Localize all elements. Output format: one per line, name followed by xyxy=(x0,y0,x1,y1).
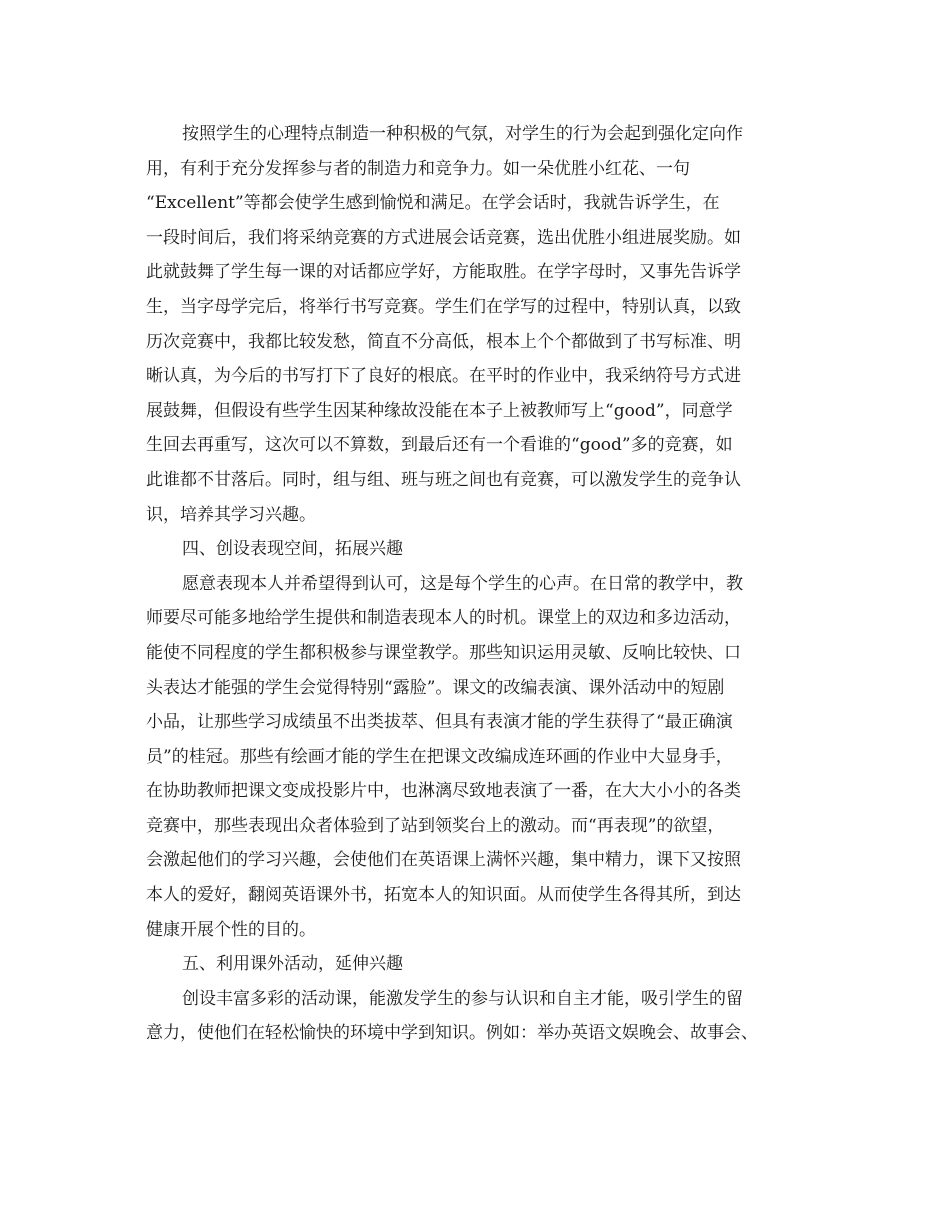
text-line: 识，培养其学习兴趣。 xyxy=(146,504,316,525)
text-line: 小品，让那些学习成绩虽不出类拔萃、但具有表演才能的学生获得了“最正确演 xyxy=(146,712,733,733)
text-line: 此就鼓舞了学生每一课的对话都应学好，方能取胜。在学字母时，又事先告诉学 xyxy=(146,262,741,283)
text-line: 按照学生的心理特点制造一种积极的气氛，对学生的行为会起到强化定向作 xyxy=(182,124,743,144)
text-line: 师要尽可能多地给学生提供和制造表现本人的时机。课堂上的双边和多边活动， xyxy=(146,608,741,629)
text-line: 愿意表现本人并希望得到认可，这是每个学生的心声。在日常的教学中，教 xyxy=(182,573,743,594)
text-line: 展鼓舞，但假设有些学生因某种缘故没能在本子上被教师写上“good”，同意学 xyxy=(146,400,733,421)
text-line: 竞赛中，那些表现出众者体验到了站到领奖台上的激动。而“再表现”的欲望， xyxy=(146,815,725,836)
text-line: 用，有利于充分发挥参与者的制造力和竞争力。如一朵优胜小红花、一句 xyxy=(146,158,690,179)
text-line: 意力，使他们在轻松愉快的环境中学到知识。例如：举办英语文娱晚会、故事会、 xyxy=(146,1023,758,1044)
text-line: “Excellent”等都会使学生感到愉悦和满足。在学会话时，我就告诉学生，在 xyxy=(146,193,720,214)
text-line: 头表达才能强的学生会觉得特别“露脸”。课文的改编表演、课外活动中的短剧 xyxy=(146,677,725,698)
text-line: 生，当字母学完后，将举行书写竞赛。学生们在学写的过程中，特别认真，以致 xyxy=(146,296,741,317)
text-line: 一段时间后，我们将采纳竞赛的方式进展会话竞赛，选出优胜小组进展奖励。如 xyxy=(146,227,741,248)
text-line: 五、利用课外活动，延伸兴趣 xyxy=(182,954,403,975)
text-line: 晰认真，为今后的书写打下了良好的根底。在平时的作业中，我采纳符号方式进 xyxy=(146,366,741,387)
text-line: 会激起他们的学习兴趣，会使他们在英语课上满怀兴趣，集中精力，课下又按照 xyxy=(146,850,741,871)
text-line: 历次竞赛中，我都比较发愁，简直不分高低，根本上个个都做到了书写标准、明 xyxy=(146,331,741,352)
text-line: 健康开展个性的目的。 xyxy=(146,919,316,940)
text-line: 本人的爱好，翻阅英语课外书，拓宽本人的知识面。从而使学生各得其所，到达 xyxy=(146,885,741,906)
text-line: 四、创设表现空间，拓展兴趣 xyxy=(182,539,403,560)
text-line: 创设丰富多彩的活动课，能激发学生的参与认识和自主才能，吸引学生的留 xyxy=(182,988,743,1009)
text-line: 能使不同程度的学生都积极参与课堂教学。那些知识运用灵敏、反响比较快、口 xyxy=(146,642,741,663)
text-line: 在协助教师把课文变成投影片中，也淋漓尽致地表演了一番，在大大小小的各类 xyxy=(146,781,741,802)
text-line: 员”的桂冠。那些有绘画才能的学生在把课文改编成连环画的作业中大显身手， xyxy=(146,746,733,767)
document-body xyxy=(146,117,826,1051)
text-line: 此谁都不甘落后。同时，组与组、班与班之间也有竞赛，可以激发学生的竞争认 xyxy=(146,469,741,490)
text-line: 生回去再重写，这次可以不算数，到最后还有一个看谁的“good”多的竞赛，如 xyxy=(146,435,733,456)
